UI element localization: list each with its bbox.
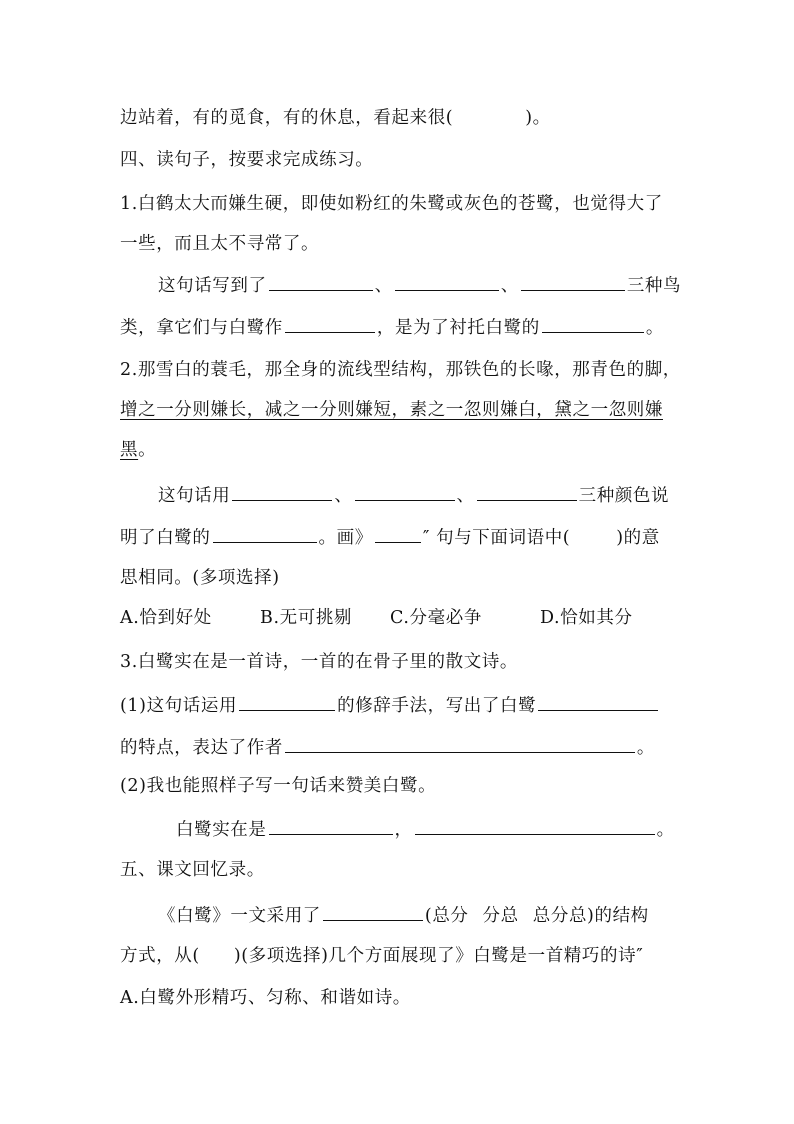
answer-blank[interactable] — [521, 272, 625, 291]
answer-blank[interactable] — [355, 482, 455, 501]
answer-blank[interactable] — [239, 692, 335, 711]
question-2-underlined-text: 增之一分则嫌长，减之一分则嫌短，素之一忽则嫌白，黛之一忽则嫌 — [120, 400, 663, 420]
question-1-text: 1.白鹤太大而嫌生硬，即使如粉红的朱鹭或灰色的苍鹭，也觉得大了 — [120, 194, 663, 214]
question-2-prompt-cont: 明了白鹭的 。画》 ″ 句与下面词语中( )的意 — [120, 524, 660, 550]
question-2-text-end: 黑。 — [120, 440, 157, 460]
question-2-text: 2.那雪白的蓑毛，那全身的流线型结构，那铁色的长喙，那青色的脚， — [120, 360, 681, 380]
question-3-text: 3.白鹭实在是一首诗，一首的在骨子里的散文诗。 — [120, 652, 518, 672]
recall-option-a[interactable]: A.白鹭外形精巧、匀称、和谐如诗。 — [120, 988, 411, 1008]
question-3-1-prompt-cont: 的特点，表达了作者 。 — [120, 734, 655, 760]
question-1-prompt: 这句话写到了 、 、 三种鸟 — [158, 272, 681, 298]
line-continuation: 边站着，有的觅食，有的休息，看起来很( )。 — [120, 108, 551, 128]
answer-blank[interactable] — [375, 524, 421, 543]
question-1-prompt-cont: 类，拿它们与白鹭作 ，是为了衬托白鹭的 。 — [120, 314, 664, 340]
answer-blank[interactable] — [285, 314, 375, 333]
answer-blank[interactable] — [542, 314, 644, 333]
answer-blank[interactable] — [269, 816, 393, 835]
question-2-prompt-end: 思相同。(多项选择) — [120, 568, 280, 588]
question-3-2-prompt: (2)我也能照样子写一句话来赞美白鹭。 — [120, 776, 437, 796]
question-3-1-prompt: (1)这句话运用 的修辞手法，写出了白鹭 — [120, 692, 660, 718]
section-4-heading: 四、读句子，按要求完成练习。 — [120, 150, 374, 170]
section-5-heading: 五、课文回忆录。 — [120, 860, 265, 880]
option-c[interactable]: C.分毫必争 — [390, 608, 482, 628]
answer-blank[interactable] — [232, 482, 332, 501]
question-2-options — [120, 606, 680, 630]
recall-question-text-cont: 方式，从( )(多项选择)几个方面展现了》白鹭是一首精巧的诗″ — [120, 946, 644, 966]
answer-blank[interactable] — [395, 272, 499, 291]
option-b[interactable]: B.无可挑剔 — [260, 608, 353, 628]
question-1-text-cont: 一些，而且太不寻常了。 — [120, 234, 320, 254]
option-d[interactable]: D.恰如其分 — [540, 608, 633, 628]
answer-blank[interactable] — [285, 734, 635, 753]
answer-blank[interactable] — [269, 272, 373, 291]
answer-blank[interactable] — [477, 482, 577, 501]
option-a[interactable]: A.恰到好处 — [120, 608, 212, 628]
answer-blank[interactable] — [213, 524, 317, 543]
answer-blank[interactable] — [323, 902, 423, 921]
recall-question-text: 《白鹭》一文采用了 (总分 分总 总分总)的结构 — [158, 902, 649, 928]
question-3-2-answer-line: 白鹭实在是 ， 。 — [176, 816, 675, 842]
answer-blank[interactable] — [538, 692, 658, 711]
question-2-prompt: 这句话用 、 、 三种颜色说 — [158, 482, 669, 508]
answer-blank[interactable] — [415, 816, 655, 835]
